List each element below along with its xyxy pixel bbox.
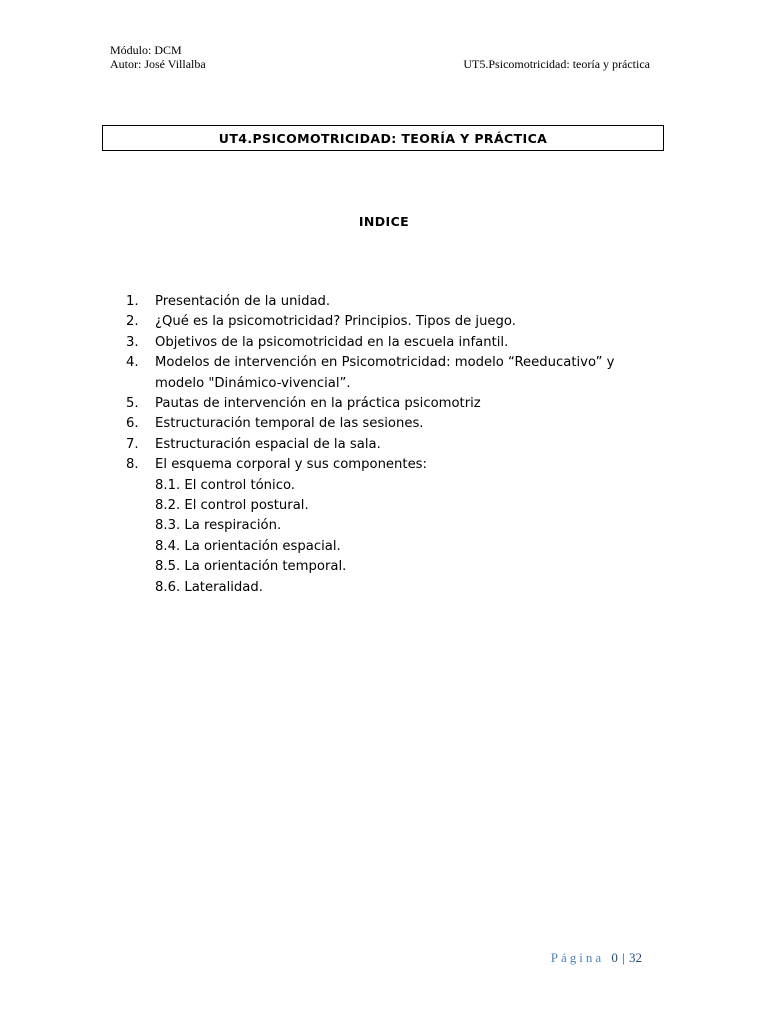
toc-item-text: ¿Qué es la psicomotricidad? Principios. Tipos de juego. [155,314,516,330]
toc-item-number: 7. [126,436,139,452]
toc-subitem-8-5: 8.5. La orientación temporal. [155,559,347,575]
toc-item-text: El esquema corporal y sus componentes: [155,457,427,473]
toc-item-number: 6. [126,416,139,432]
index-title: INDICE [358,214,410,229]
toc-item-text: Modelos de intervención en Psicomotricidad: modelo “Reeducativo” y [155,355,615,371]
toc-subitem-8-3: 8.3. La respiración. [155,518,282,534]
toc-subitem-8-1: 8.1. El control tónico. [155,477,295,493]
toc-item-text: Pautas de intervención en la práctica psicomotriz [155,396,481,412]
page-header [110,43,650,71]
toc-item-text: Estructuración temporal de las sesiones. [155,416,424,432]
toc-item-text-continuation: modelo "Dinámico-vivencial”. [155,375,351,391]
toc-item-6 [126,414,666,434]
toc-item-5 [126,394,666,414]
author-label: Autor: José Villalba [110,57,206,71]
toc-item-text: Presentación de la unidad. [155,294,331,309]
page-separator: | [622,950,625,965]
toc-item-4 [126,353,666,394]
page-total: 32 [629,950,642,965]
toc-item-number: 2. [126,314,139,330]
document-title: UT4.PSICOMOTRICIDAD: TEORÍA Y PRÁCTICA [218,130,548,146]
page-label: Página [550,950,605,965]
toc-item-number: 3. [126,334,139,350]
unit-header-label: UT5.Psicomotricidad: teoría y práctica [463,57,650,71]
toc-item-1 [126,292,666,312]
document-title-box [102,125,664,151]
toc-item-2 [126,312,666,332]
page-number: 0 [611,950,618,965]
table-of-contents [126,292,666,598]
toc-item-number: 4. [126,355,139,371]
toc-item-8 [126,455,666,598]
toc-subitem-8-6: 8.6. Lateralidad. [155,579,263,595]
page-footer [551,950,642,966]
toc-item-text: Objetivos de la psicomotricidad en la escuela infantil. [155,334,509,350]
toc-subitems [155,476,666,598]
toc-subitem-8-2: 8.2. El control postural. [155,498,309,514]
toc-subitem-8-4: 8.4. La orientación espacial. [155,538,341,554]
toc-item-text: Estructuración espacial de la sala. [155,436,381,452]
toc-item-number: 1. [126,294,139,309]
toc-item-number: 5. [126,396,139,412]
toc-item-7 [126,435,666,455]
toc-item-number: 8. [126,457,139,473]
toc-item-3 [126,333,666,353]
module-label: Módulo: DCM [110,43,182,57]
